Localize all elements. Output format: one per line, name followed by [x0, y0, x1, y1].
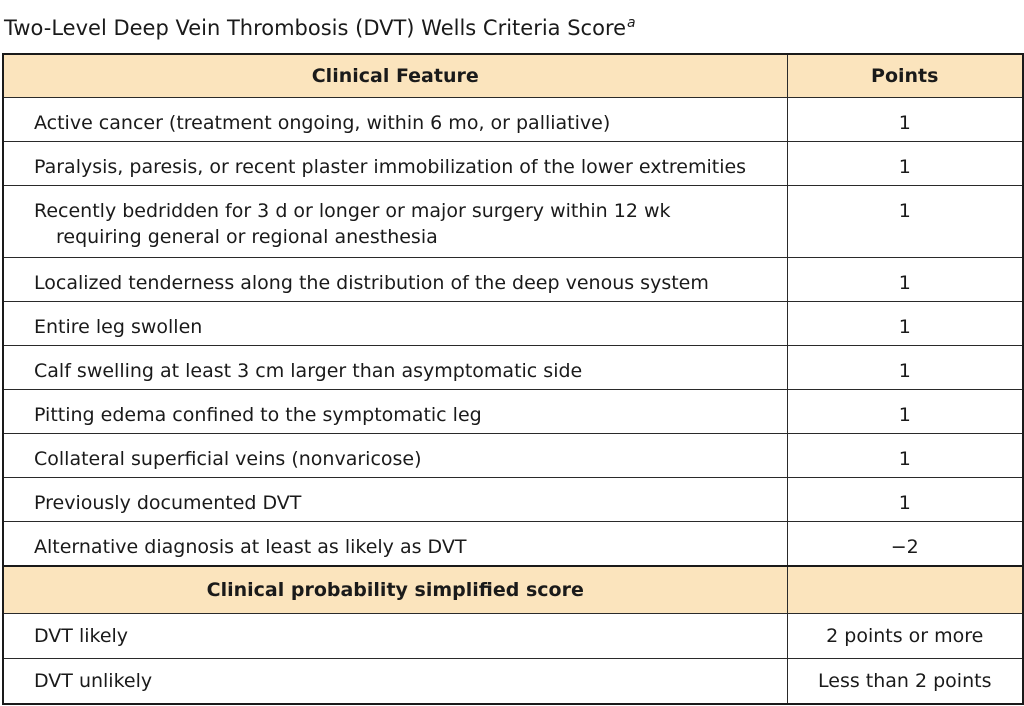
section-header-empty [787, 566, 1023, 614]
feature-cell: Collateral superficial veins (nonvaricose) [3, 434, 787, 478]
feature-cell: Entire leg swollen [3, 302, 787, 346]
footnote-marker: a [627, 15, 636, 31]
feature-cell: Alternative diagnosis at least as likely as DVT [3, 522, 787, 567]
probability-label: DVT likely [3, 614, 787, 659]
feature-cell [3, 186, 787, 258]
table-row [3, 98, 1023, 142]
table-row [3, 390, 1023, 434]
probability-row [3, 659, 1023, 705]
feature-cell: Active cancer (treatment ongoing, within 6 mo, or palliative) [3, 98, 787, 142]
probability-score: Less than 2 points [787, 659, 1023, 705]
feature-cell: Pitting edema confined to the symptomatic leg [3, 390, 787, 434]
feature-cell: Previously documented DVT [3, 478, 787, 522]
header-row [3, 54, 1023, 98]
points-cell: 1 [787, 478, 1023, 522]
table-row [3, 186, 1023, 258]
header-points: Points [787, 54, 1023, 98]
feature-continuation: requiring general or regional anesthesia [56, 226, 438, 248]
table-row [3, 434, 1023, 478]
points-cell: 1 [787, 98, 1023, 142]
probability-row [3, 614, 1023, 659]
points-cell: 1 [787, 346, 1023, 390]
table-row [3, 346, 1023, 390]
header-clinical-feature: Clinical Feature [3, 54, 787, 98]
points-cell: 1 [787, 142, 1023, 186]
feature-text: Recently bedridden for 3 d or longer or major surgery within 12 wk [34, 200, 671, 222]
section-header-row [3, 566, 1023, 614]
caption-title: Two-Level Deep Vein Thrombosis (DVT) Wells Criteria Score [4, 16, 627, 40]
feature-cell: Paralysis, paresis, or recent plaster immobilization of the lower extremities [3, 142, 787, 186]
table-caption [4, 8, 636, 43]
table-row [3, 258, 1023, 302]
table-row [3, 302, 1023, 346]
table-row [3, 522, 1023, 567]
feature-cell: Calf swelling at least 3 cm larger than asymptomatic side [3, 346, 787, 390]
table-row [3, 478, 1023, 522]
points-cell: 1 [787, 186, 1023, 258]
points-cell: 1 [787, 390, 1023, 434]
probability-score: 2 points or more [787, 614, 1023, 659]
feature-cell: Localized tenderness along the distribution of the deep venous system [3, 258, 787, 302]
points-cell: 1 [787, 302, 1023, 346]
points-cell: 1 [787, 434, 1023, 478]
section-header-title: Clinical probability simplified score [3, 566, 787, 614]
points-cell: 1 [787, 258, 1023, 302]
table-row [3, 142, 1023, 186]
points-cell: −2 [787, 522, 1023, 567]
wells-criteria-table [2, 53, 1024, 705]
probability-label: DVT unlikely [3, 659, 787, 705]
